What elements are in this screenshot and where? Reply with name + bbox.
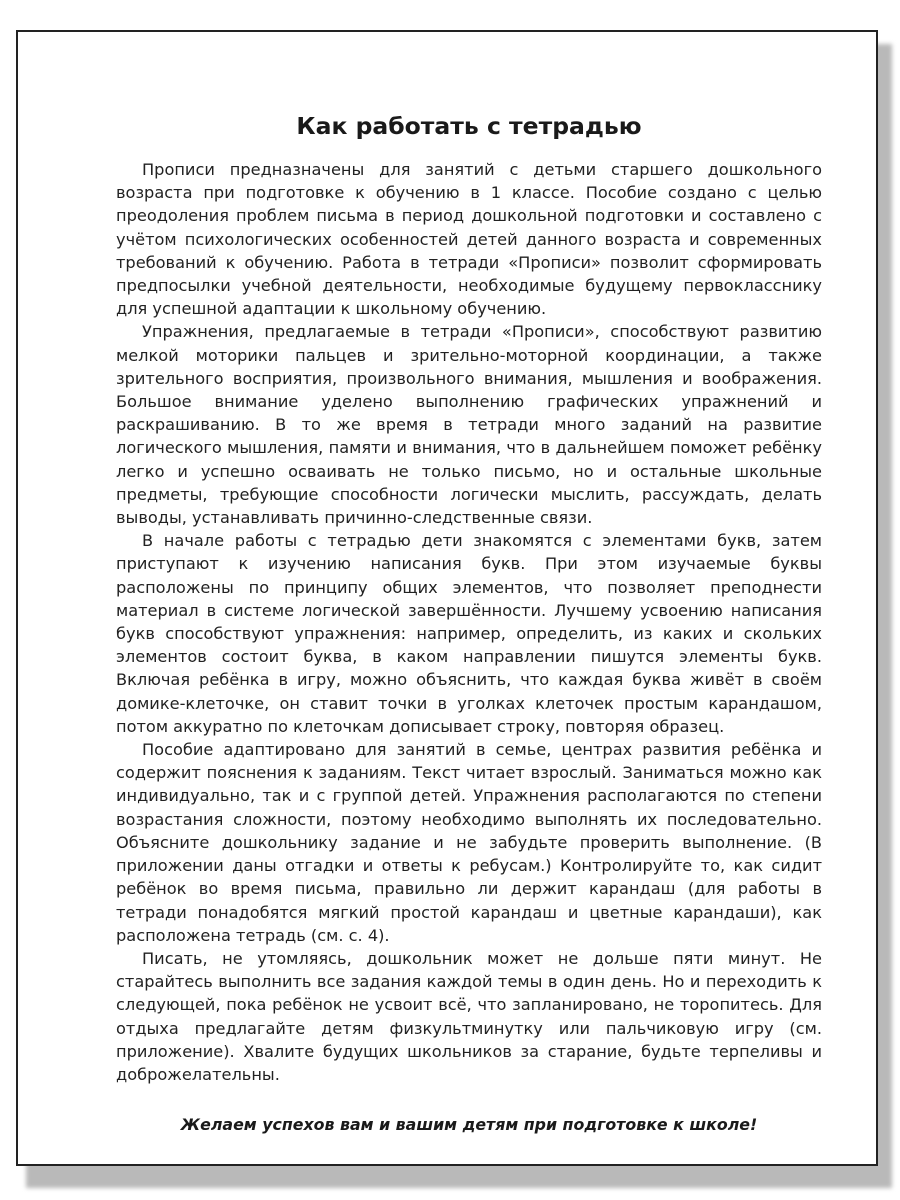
paragraph-writing-time: Писать, не утомляясь, дошкольник может не дольше пяти минут. Не старайтесь выполнить все задания каждой темы в один день. Но и переходить к следующей, пока ребёнок не усвоит всё, что запланировано, не торопитесь. Для отдыха предлагайте детям физкультминутку или пальчиковую игру (см. приложение). Хвалите будущих школьников за старание, будьте терпеливы и доброжелательны.	[116, 948, 822, 1084]
paragraph-letters: В начале работы с тетрадью дети знакомятся с элементами букв, затем приступают к изучению написания букв. При этом изучаемые буквы расположены по принципу общих элементов, что позволяет преподнести материал в системе логической завершённости. Лучшему усвоению написания букв способствуют упражнения: например, определить, из каких и скольких элементов состоит буква, в каком направлении пишутся элементы букв. Включая ребёнка в игру, можно объяснить, что каждая буква живёт в своём домике-клеточке, он ставит точки в уголках клеточек простым карандашом, потом аккуратно по клеточкам дописывает строку, повторяя образец.	[116, 531, 822, 736]
page-title: Как работать с тетрадью	[296, 112, 642, 140]
paragraph-intro: Прописи предназначены для занятий с детьми старшего дошкольного возраста при подготовке к обучению в 1 классе. Пособие создано с целью преодоления проблем письма в период дошкольной подготовки и составлено с учётом психологических особенностей детей данного возраста и современных требований к обучению. Работа в тетради «Прописи» позволит сформировать предпосылки учебной деятельности, необходимые будущему первокласснику для успешной адаптации к школьному обучению.	[116, 160, 822, 319]
paragraph-exercises: Упражнения, предлагаемые в тетради «Прописи», способствуют развитию мелкой моторики пальцев и зрительно-моторной координации, а также зрительного восприятия, произвольного внимания, мышления и воображения. Большое внимание уделено выполнению графических упражнений и раскрашиванию. В то же время в тетради много заданий на развитие логического мышления, памяти и внимания, что в дальнейшем поможет ребёнку легко и успешно осваивать не только письмо, но и остальные школьные предметы, требующие способности логически мыслить, рассуждать, делать выводы, устанавливать причинно-следственные связи.	[116, 322, 822, 528]
paragraph-adaptation: Пособие адаптировано для занятий в семье, центрах развития ребёнка и содержит пояснения к заданиям. Текст читает взрослый. Заниматься можно как индивидуально, так и с группой детей. Упражнения располагаются по степени возрастания сложности, поэтому необходимо выполнять их последовательно. Объясните дошкольнику задание и не забудьте проверить выполнение. (В приложении даны отгадки и ответы к ребусам.) Контролируйте то, как сидит ребёнок во время письма, правильно ли держит карандаш (для работы в тетради понадобятся мягкий простой карандаш и цветные карандаши), как расположена тетрадь (см. с. 4).	[116, 740, 822, 945]
document-page	[16, 30, 878, 1166]
closing-wish: Желаем успехов вам и вашим детям при подготовке к школе!	[180, 1115, 758, 1135]
page-content	[116, 110, 822, 1136]
